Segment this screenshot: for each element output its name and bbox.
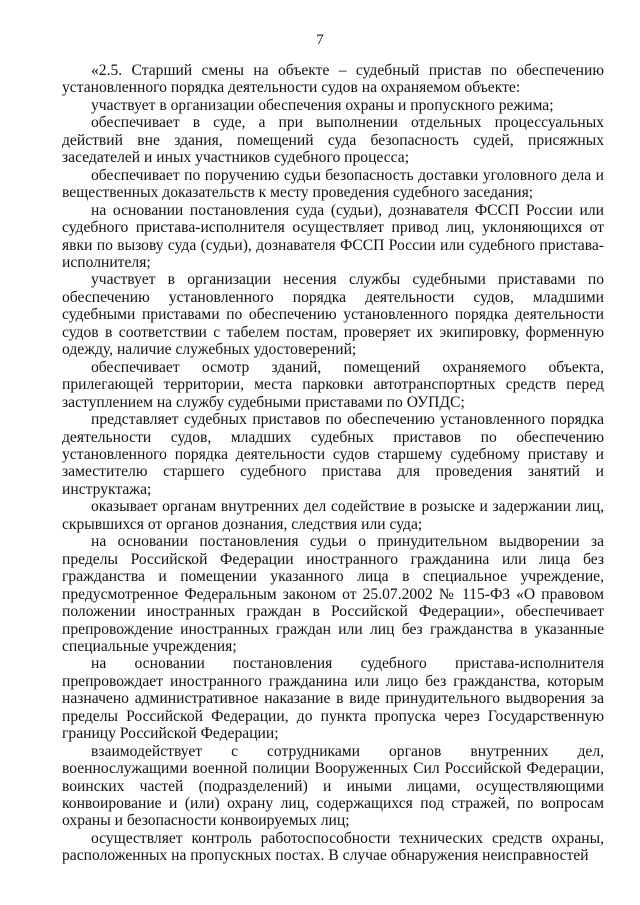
paragraph: осуществляет контроль работоспособности технических средств охраны, расположенных на пропускных постах. В случае обнаружения неисправностей xyxy=(62,829,604,865)
paragraph: оказывает органам внутренних дел содействие в розыске и задержании лиц, скрывшихся от органов дознания, следствия или суда; xyxy=(62,498,604,533)
paragraph: на основании постановления судьи о принудительном выдворении за пределы Российской Федерации иностранного гражданина или лица без гражданства и помещении указанного лица в специальное учреждение, предусмотренное Федеральным законом от 25.07.2002 № 115-ФЗ «О правовом положении иностранных граждан в Российской Федерации», обеспечивает препровождение иностранных граждан или лиц без гражданства в указанные специальные учреждения; xyxy=(62,533,604,655)
paragraph: обеспечивает по поручению судьи безопасность доставки уголовного дела и вещественных доказательств к месту проведения судебного заседания; xyxy=(62,166,604,202)
paragraph: участвует в организации обеспечения охраны и пропускного режима; xyxy=(91,96,554,114)
paragraph: «2.5. Старший смены на объекте – судебный пристав по обеспечению установленного порядка деятельности судов на охраняемом объекте: xyxy=(62,62,604,97)
paragraph: обеспечивает осмотр зданий, помещений охраняемого объекта, прилегающей территории, места парковки автотранспортных средств перед заступлением на службу судебными приставами по ОУПДС; xyxy=(62,358,604,411)
page-number: 7 xyxy=(316,32,324,48)
paragraph: обеспечивает в суде, а при выполнении отдельных процессуальных действий вне здания, помещений суда безопасность судей, присяжных заседателей и иных участников судебного процесса; xyxy=(62,114,604,167)
paragraph: взаимодействует с сотрудниками органов внутренних дел, военнослужащими военной полиции Вооруженных Сил Российской Федерации, воинских частей (подразделений) и иными лицами, осуществляющими конвоирование и (или) охрану лиц, содержащихся под стражей, по вопросам охраны и безопасности конвоируемых лиц; xyxy=(62,742,604,830)
paragraph: представляет судебных приставов по обеспечению установленного порядка деятельности судов, младших судебных приставов по обеспечению установленного порядка деятельности судов старшему судебному приставу и заместителю старшего судебного пристава для проведения занятий и инструктажа; xyxy=(62,411,604,498)
document-body xyxy=(62,62,604,865)
paragraph: участвует в организации несения службы судебными приставами по обеспечению установленного порядка деятельности судов, младшими судебными приставами по обеспечению установленного порядка деятельности судов в соответствии с табелем постам, проверяет их экипировку, форменную одежду, наличие служебных удостоверений; xyxy=(62,271,604,359)
paragraph: на основании постановления суда (судьи), дознавателя ФССП России или судебного пристава-исполнителя осуществляет привод лиц, уклоняющихся от явки по вызову суда (судьи), дознавателя ФССП России или судебного пристава-исполнителя; xyxy=(62,201,604,271)
paragraph: на основании постановления судебного пристава-исполнителя препровождает иностранного гражданина или лицо без гражданства, которым назначено административное наказание в виде принудительного выдворения за пределы Российской Федерации, до пункта пропуска через Государственную границу Российской Федерации; xyxy=(62,655,604,743)
